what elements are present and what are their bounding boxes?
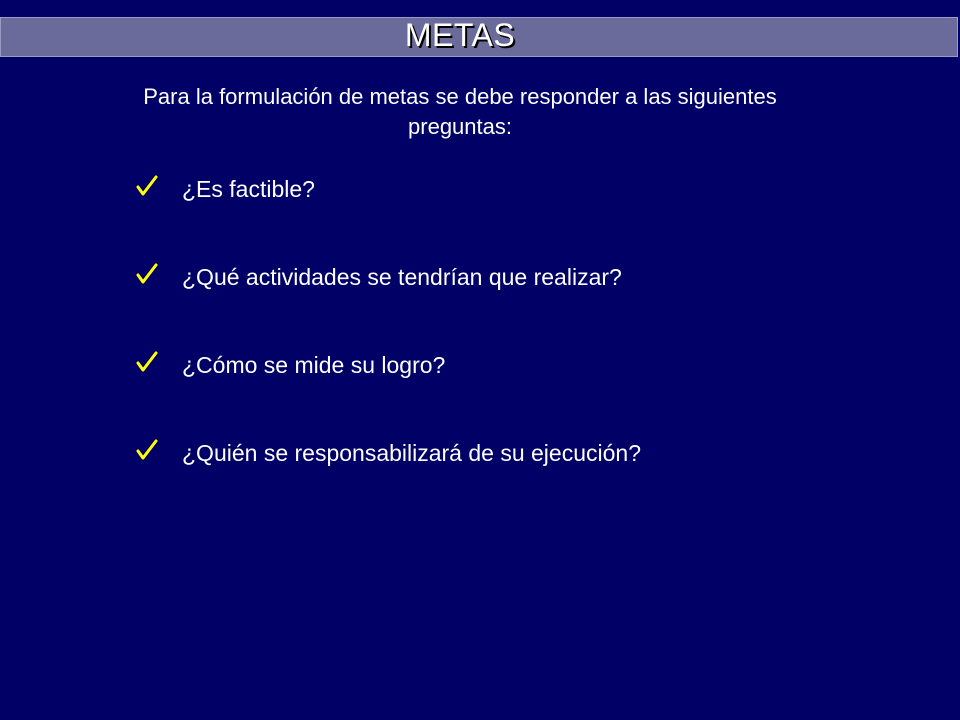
question-item [136, 172, 641, 260]
question-text: ¿Es factible? [182, 176, 315, 202]
question-text: ¿Qué actividades se tendrían que realizar? [182, 264, 622, 290]
question-item [136, 436, 641, 524]
question-list [136, 172, 641, 524]
question-item [136, 260, 641, 348]
check-icon [136, 174, 158, 198]
check-icon [136, 350, 158, 374]
question-text: ¿Quién se responsabilizará de su ejecución? [182, 440, 641, 466]
intro-text: Para la formulación de metas se debe responder a las siguientes preguntas: [143, 84, 777, 139]
check-icon [136, 262, 158, 286]
question-text: ¿Cómo se mide su logro? [182, 352, 446, 378]
slide-title: METAS [404, 17, 516, 53]
check-icon [136, 438, 158, 462]
question-item [136, 348, 641, 436]
